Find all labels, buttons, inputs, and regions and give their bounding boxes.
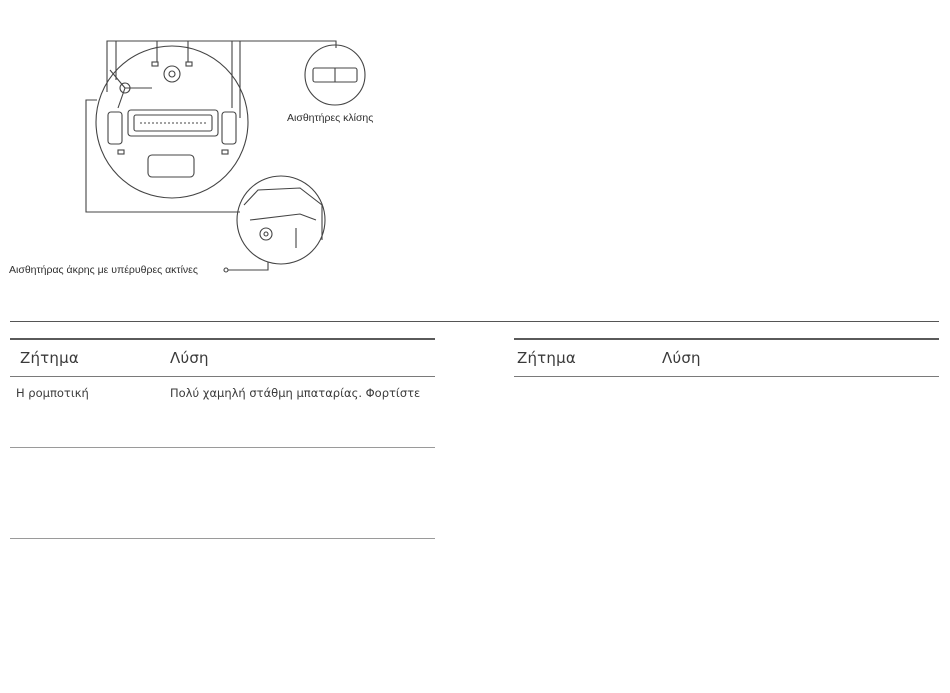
issue-cell: Η ρομποτική [16, 386, 89, 400]
robot-underside-diagram [0, 0, 420, 290]
table-row [10, 448, 435, 539]
page-divider [10, 321, 939, 322]
troubleshooting-table-left [10, 338, 435, 539]
edge-sensor-label: Αισθητήρας άκρης με υπέρυθρες ακτίνες [9, 264, 198, 276]
solution-cell: Πολύ χαμηλή στάθμη μπαταρίας. Φορτίστε [170, 386, 421, 400]
table-header [10, 340, 435, 377]
table-header [514, 340, 939, 377]
robot-underside-figure [0, 0, 420, 290]
cliff-sensors-label: Αισθητήρες κλίσης [287, 112, 374, 124]
header-solution: Λύση [662, 349, 701, 367]
troubleshooting-table-right [514, 338, 939, 377]
header-issue: Ζήτημα [20, 349, 79, 367]
header-solution: Λύση [170, 349, 209, 367]
robot-body [96, 46, 248, 198]
header-issue: Ζήτημα [517, 349, 576, 367]
table-row [10, 377, 435, 448]
